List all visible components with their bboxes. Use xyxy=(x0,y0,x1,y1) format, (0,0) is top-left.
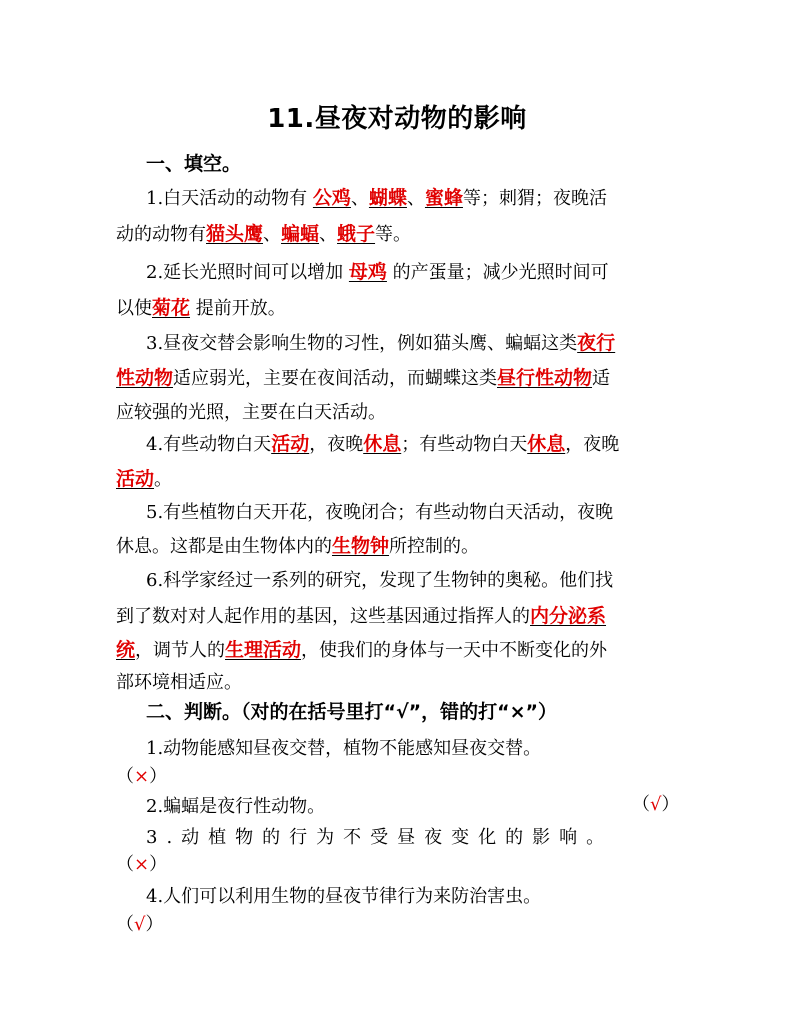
answer: 蛾子 xyxy=(337,223,376,245)
answer: 活动 xyxy=(271,433,310,455)
answer: 活动 xyxy=(116,468,155,490)
answer: 菊花 xyxy=(152,297,191,319)
answer: 母鸡 xyxy=(348,261,387,283)
answer: 休息 xyxy=(363,433,402,455)
q2-line2: 以使菊花 提前开放。 xyxy=(116,297,286,319)
answer: 生理活动 xyxy=(225,639,302,661)
q6-line4: 部环境相适应。 xyxy=(116,672,242,693)
answer: 生物钟 xyxy=(332,535,390,557)
answer: 休息 xyxy=(527,433,566,455)
q5-line2: 休息。这都是由生物体内的生物钟所控制的。 xyxy=(116,535,480,557)
answer: 内分泌系 xyxy=(530,605,607,627)
answer: 蝴蝶 xyxy=(368,187,407,209)
q3-line2: 性动物适应弱光，主要在夜间活动，而蝴蝶这类昼行性动物适 xyxy=(116,367,611,389)
q4-line1: 4.有些动物白天活动，夜晚休息；有些动物白天休息，夜晚 xyxy=(146,433,620,455)
answer: 性动物 xyxy=(116,367,174,389)
q5-line1: 5.有些植物白天开花，夜晚闭合；有些动物白天活动，夜晚 xyxy=(146,502,614,523)
q6-line3: 统，调节人的生理活动，使我们的身体与一天中不断变化的外 xyxy=(116,639,608,661)
judge-item-1: 1.动物能感知昼夜交替，植物不能感知昼夜交替。 xyxy=(146,738,542,759)
q3-line1: 3.昼夜交替会影响生物的习性，例如猫头鹰、蝙蝠这类夜行 xyxy=(146,332,616,354)
judge-answer-3: （×） xyxy=(116,854,168,875)
judge-answer-4: （√） xyxy=(116,914,164,935)
answer: 猫头鹰 xyxy=(206,223,264,245)
q1-line2: 动的动物有猫头鹰、蝙蝠、蛾子等。 xyxy=(116,223,412,245)
answer-mark: × xyxy=(134,854,150,875)
q6-line2: 到了数对对人起作用的基因，这些基因通过指挥人的内分泌系 xyxy=(116,605,607,627)
q1-line1: 1.白天活动的动物有 公鸡、蝴蝶、蜜蜂等；刺猬；夜晚活 xyxy=(146,187,607,209)
q4-line2: 活动。 xyxy=(116,468,173,490)
judge-item-4: 4.人们可以利用生物的昼夜节律行为来防治害虫。 xyxy=(146,886,542,907)
q2-line1: 2.延长光照时间可以增加 母鸡 的产蛋量；减少光照时间可 xyxy=(146,261,609,283)
page-title: 11.昼夜对动物的影响 xyxy=(267,104,527,134)
q3-line3: 应较强的光照，主要在白天活动。 xyxy=(116,402,386,423)
section-judge-title: 二、判断。（对的在括号里打“√”，错的打“×”） xyxy=(146,701,558,723)
answer-mark: √ xyxy=(134,914,146,935)
answer: 蝙蝠 xyxy=(281,223,320,245)
answer: 统 xyxy=(116,639,136,661)
q6-line1: 6.科学家经过一系列的研究，发现了生物钟的奥秘。他们找 xyxy=(146,570,614,591)
answer: 公鸡 xyxy=(312,187,351,209)
answer-mark: × xyxy=(134,766,150,787)
answer: 蜜蜂 xyxy=(424,187,463,209)
judge-answer-1: （×） xyxy=(116,766,168,787)
judge-answer-2: （√） xyxy=(632,794,680,815)
section-fill-title: 一、填空。 xyxy=(146,153,242,175)
judge-item-3: 3.动植物的行为不受昼夜变化的影响。 xyxy=(146,827,614,848)
answer-mark: √ xyxy=(650,794,662,815)
answer: 昼行性动物 xyxy=(497,367,593,389)
judge-item-2: 2.蝙蝠是夜行性动物。 xyxy=(146,796,326,817)
answer: 夜行 xyxy=(577,332,616,354)
